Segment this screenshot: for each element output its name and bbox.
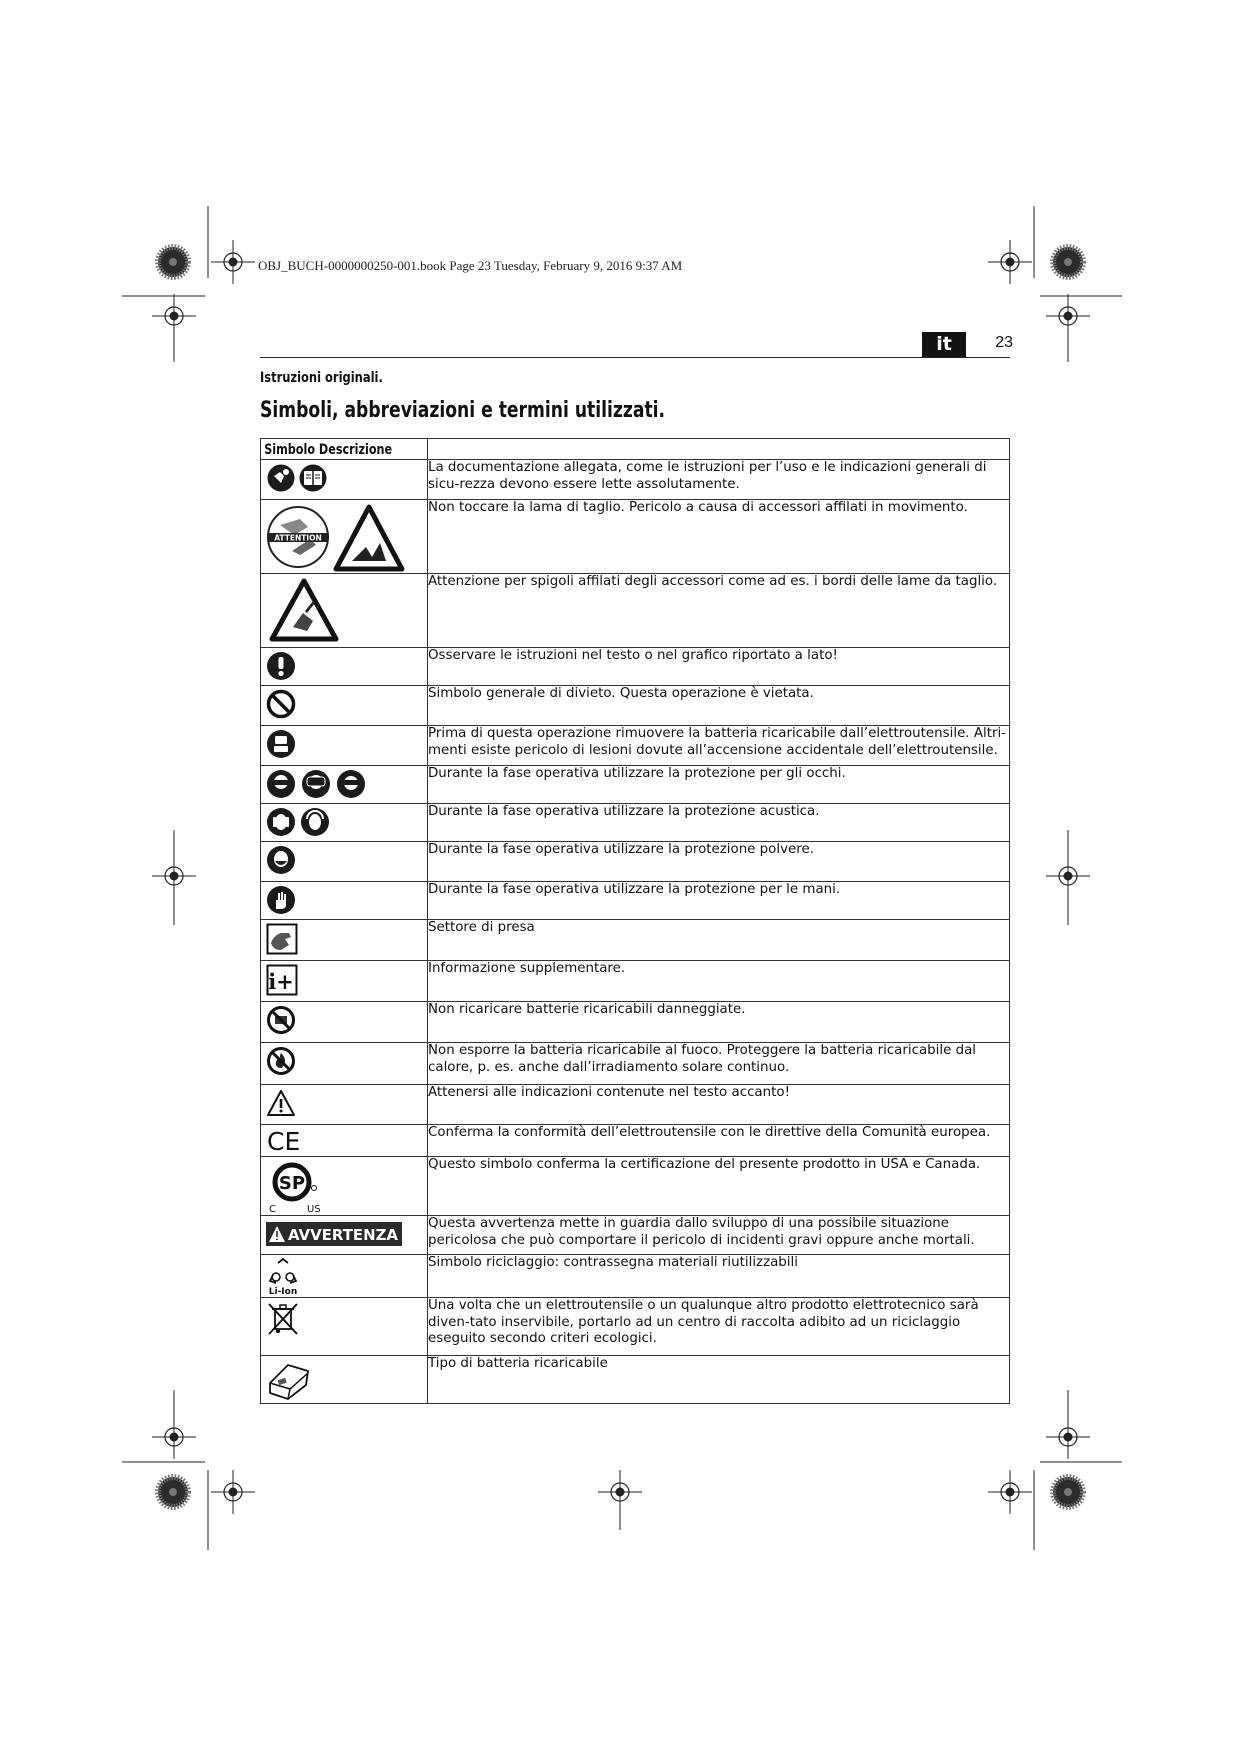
table-row (261, 574, 1010, 648)
crop-marks-top (122, 206, 1122, 362)
language-tab: it (922, 332, 966, 357)
battery-pack-icon (266, 1359, 312, 1401)
table-row (261, 1356, 1010, 1404)
eye-protection-icon (266, 769, 366, 799)
header-rule (260, 357, 1010, 358)
table-header-row (261, 439, 1010, 460)
row-description: Osservare le istruzioni nel testo o nel grafico riportato a lato! (428, 648, 1010, 686)
hearing-protection-icon (266, 807, 330, 837)
column-header: Simbolo Descrizione (264, 442, 393, 458)
table-row (261, 1002, 1010, 1043)
table-row (261, 1157, 1010, 1216)
row-description: Durante la fase operativa utilizzare la protezione per gli occhi. (428, 766, 1010, 804)
table-row (261, 882, 1010, 920)
crop-marks-bottom (122, 1390, 1122, 1550)
section-title: Simboli, abbreviazioni e termini utilizzati. (260, 398, 666, 423)
row-description: Prima di questa operazione rimuovere la batteria ricaricabile dall’elettroutensile. Altri-menti esiste pericolo di lesioni dovute all’accensione accidentale dell’elettroutensile. (428, 726, 1010, 766)
table-row (261, 961, 1010, 1002)
document-subtitle: Istruzioni originali. (260, 370, 383, 386)
read-manual-icon (266, 463, 330, 493)
row-description: Non toccare la lama di taglio. Pericolo a causa di accessori affilati in movimento. (428, 500, 1010, 574)
avvertenza-banner-icon (266, 1222, 402, 1246)
csa-mark-icon (266, 1160, 330, 1214)
table-row (261, 1085, 1010, 1125)
row-description: Conferma la conformità dell’elettroutensile con le direttive della Comunità europea. (428, 1125, 1010, 1157)
row-description: Durante la fase operativa utilizzare la protezione per le mani. (428, 882, 1010, 920)
row-description: Durante la fase operativa utilizzare la protezione polvere. (428, 842, 1010, 882)
row-description: Non esporre la batteria ricaricabile al fuoco. Proteggere la batteria ricaricabile dal calore, p. es. anche dall’irradiamento solare continuo. (428, 1043, 1010, 1085)
row-description: La documentazione allegata, come le istruzioni per l’uso e le indicazioni generali di sicu-rezza devono essere lette assolutamente. (428, 460, 1010, 500)
table-row (261, 842, 1010, 882)
table-row (261, 766, 1010, 804)
ce-mark-label: CE (267, 1127, 301, 1154)
weee-bin-icon (266, 1301, 300, 1337)
row-description: Questa avvertenza mette in guardia dallo sviluppo di una possibile situazione pericolosa che può comportare il pericolo di incidenti gravi oppure anche mortali. (428, 1216, 1010, 1255)
row-description: Non ricaricare batterie ricaricabili danneggiate. (428, 1002, 1010, 1043)
row-description: Una volta che un elettroutensile o un qualunque altro prodotto elettrotecnico sarà diven-tato inservibile, portarlo ad un centro di raccolta adibito ad un riciclaggio eseguito secondo criteri ecologici. (428, 1298, 1010, 1356)
avvertenza-label: AVVERTENZA (288, 1226, 399, 1244)
row-description: Tipo di batteria ricaricabile (428, 1356, 1010, 1404)
page-number: 23 (995, 334, 1013, 351)
row-description: Attenersi alle indicazioni contenute nel testo accanto! (428, 1085, 1010, 1125)
li-ion-label: Li-Ion (268, 1287, 298, 1297)
print-slug: OBJ_BUCH-0000000250-001.book Page 23 Tuesday, February 9, 2016 9:37 AM (258, 258, 683, 273)
ce-mark-icon (266, 1126, 304, 1154)
blade-hazard-icon (266, 503, 406, 573)
csa-usa-label: US (307, 1204, 321, 1214)
table-row (261, 726, 1010, 766)
blade-hazard-label: ATTENTION (274, 533, 322, 543)
csa-canada-label: C (269, 1204, 276, 1214)
dust-mask-icon (266, 845, 296, 875)
table-row (261, 920, 1010, 961)
no-charging-damaged-icon (266, 1005, 296, 1035)
exclamation-icon (266, 651, 296, 681)
table-row (261, 1216, 1010, 1255)
table-row (261, 1043, 1010, 1085)
row-description: Settore di presa (428, 920, 1010, 961)
info-icon-label: i+ (268, 969, 294, 994)
recycling-icon (266, 1257, 300, 1297)
table-row (261, 686, 1010, 726)
row-description: Simbolo riciclaggio: contrassegna materiali riutilizzabili (428, 1255, 1010, 1298)
table-row (261, 648, 1010, 686)
table-row (261, 500, 1010, 574)
table-row (261, 1298, 1010, 1356)
symbols-table (260, 438, 1010, 1404)
row-description: Questo simbolo conferma la certificazione del presente prodotto in USA e Canada. (428, 1157, 1010, 1216)
row-description: Durante la fase operativa utilizzare la protezione acustica. (428, 804, 1010, 842)
row-description: Informazione supplementare. (428, 961, 1010, 1002)
remove-battery-icon (266, 729, 296, 759)
table-row (261, 1255, 1010, 1298)
grip-area-icon (266, 923, 298, 955)
sharp-edge-warning-icon (269, 577, 339, 643)
table-row (261, 460, 1010, 500)
no-fire-icon (266, 1046, 296, 1076)
prohibition-icon (266, 689, 296, 719)
warning-triangle-icon (266, 1088, 296, 1118)
row-description: Attenzione per spigoli affilati degli accessori come ad es. i bordi delle lame da taglio. (428, 574, 1010, 648)
table-row (261, 1125, 1010, 1157)
table-row (261, 804, 1010, 842)
gloves-icon (266, 885, 296, 915)
csa-mark-label: SP (278, 1173, 306, 1194)
info-icon (266, 964, 298, 996)
row-description: Simbolo generale di divieto. Questa operazione è vietata. (428, 686, 1010, 726)
